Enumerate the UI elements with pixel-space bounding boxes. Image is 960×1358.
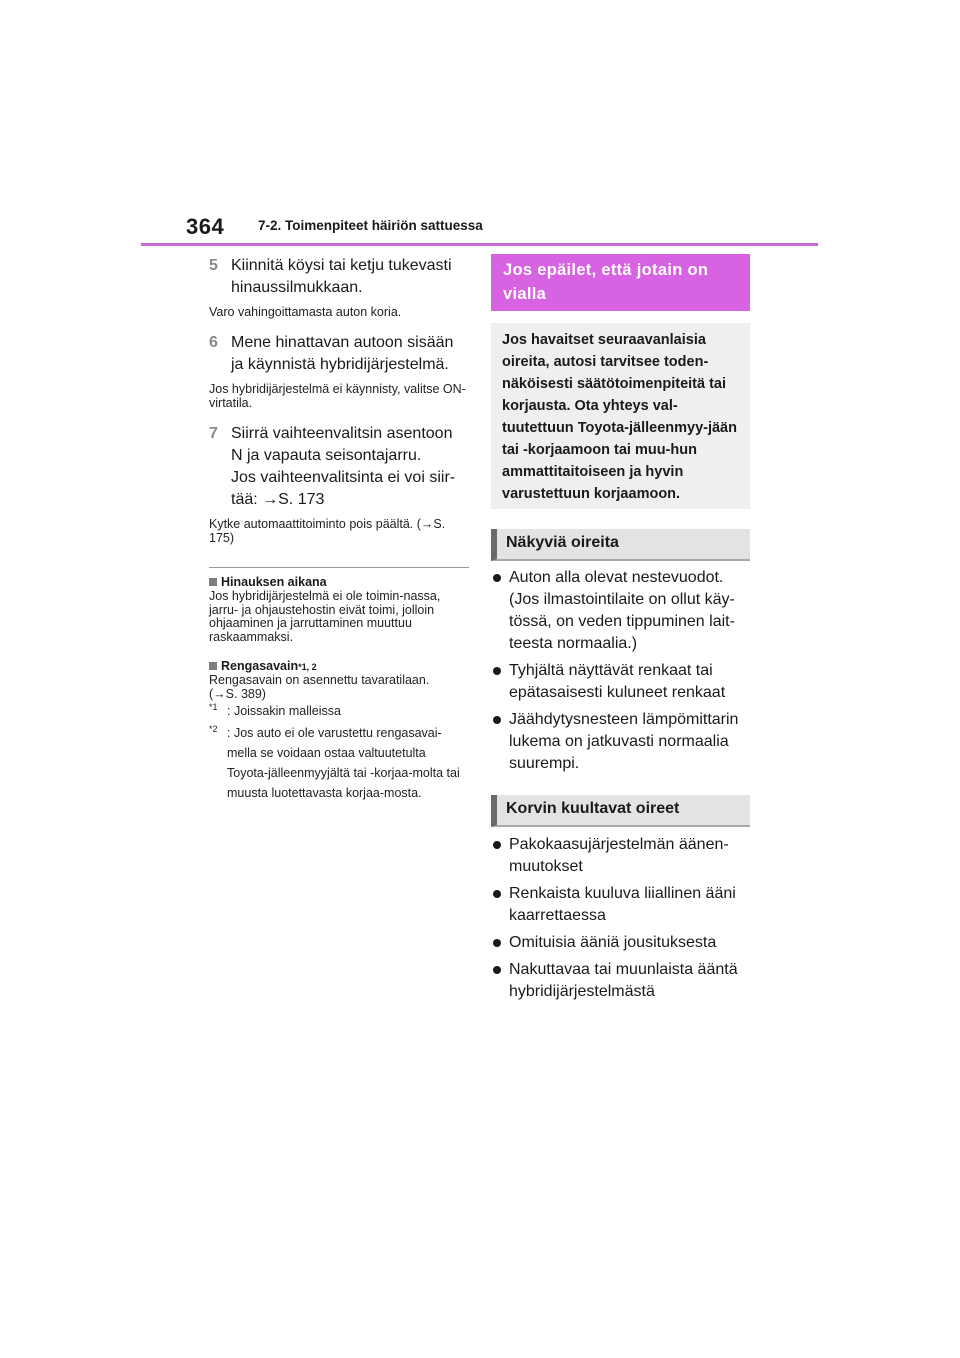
step-7 bbox=[209, 423, 469, 511]
bullet-dot-icon bbox=[491, 834, 509, 878]
step-text-line: Kiinnitä köysi tai ketju tukevasti bbox=[231, 257, 452, 274]
wrench-body: Rengasavain on asennettu tavaratilaan. (→S. 389) bbox=[209, 674, 469, 701]
step-6 bbox=[209, 332, 469, 376]
bullet-dot-icon bbox=[491, 660, 509, 704]
bullet-dot-icon bbox=[491, 709, 509, 775]
bullet-dot-icon bbox=[491, 567, 509, 655]
step-text-line: ja käynnistä hybridijärjestelmä. bbox=[231, 356, 449, 373]
towing-body: Jos hybridijärjestelmä ei ole toimin-nassa, jarru- ja ohjaustehostin eivät toimi, jolloin ohjaaminen ja jarruttaminen muuttuu raskaammaksi. bbox=[209, 589, 441, 644]
page-number: 364 bbox=[186, 214, 225, 239]
step-5 bbox=[209, 255, 469, 299]
intro-box: Jos havaitset seuraavanlaisia oireita, autosi tarvitsee toden-näköisesti säätötoimenpiteitä tai korjausta. Ota yhteys val-tuutettuun Toyota-jälleenmyy-jään tai -korjaamoon tai muu-hun ammattitaitoiseen ja hyvin varustettuun korjaamoon. bbox=[491, 323, 750, 509]
square-bullet-icon bbox=[209, 662, 217, 670]
footnote-1: $^{*1}$ : Joissakin malleissa bbox=[209, 701, 341, 718]
step-note: Kytke automaattitoiminto pois päältä. (→S. 175) bbox=[209, 517, 446, 545]
step-text-line: N ja vapauta seisontajarru. bbox=[231, 447, 422, 464]
list-item: Omituisia ääniä jousituksesta bbox=[491, 932, 751, 954]
list-item: Pakokaasujärjestelmän äänen-muutokset bbox=[491, 834, 751, 878]
list-item: Renkaista kuuluva liiallinen ääni kaarrettaessa bbox=[491, 883, 751, 927]
step-note: Varo vahingoittamasta auton koria. bbox=[209, 305, 402, 319]
step-text-line: Siirrä vaihteenvalitsin asentoon bbox=[231, 425, 453, 442]
towing-heading: Hinauksen aikana bbox=[209, 574, 469, 590]
audible-symptoms-heading: Korvin kuultavat oireet bbox=[491, 795, 750, 827]
step-text-line: Mene hinattavan autoon sisään bbox=[231, 334, 454, 351]
list-item: Auton alla olevat nestevuodot. (Jos ilmastointilaite on ollut käy-tössä, on veden tippuminen lait-teesta normaalia.) bbox=[491, 567, 751, 655]
footnote-2: $^{*2}$ : Jos auto ei ole varustettu rengasavai-mella se voidaan ostaa valtuutetulta Toyota-jälleenmyyjältä tai -korjaa-molta tai muusta luotettavasta korjaa-mosta. bbox=[209, 723, 460, 800]
visible-symptoms-heading: Näkyviä oireita bbox=[491, 529, 750, 561]
bullet-dot-icon bbox=[491, 883, 509, 927]
square-bullet-icon bbox=[209, 578, 217, 586]
step-text-line: hinaussilmukkaan. bbox=[231, 279, 363, 296]
divider bbox=[209, 567, 469, 568]
header-rule bbox=[141, 243, 818, 246]
step-text-line: Jos vaihteenvalitsinta ei voi siir- bbox=[231, 469, 456, 486]
step-number: 7 bbox=[209, 425, 218, 442]
audible-symptoms-list bbox=[491, 834, 751, 1008]
list-item: Jäähdytysnesteen lämpömittarin lukema on jatkuvasti normaalia suurempi. bbox=[491, 709, 751, 775]
bullet-dot-icon bbox=[491, 932, 509, 954]
visible-symptoms-list bbox=[491, 567, 751, 780]
page-reference-link[interactable]: tää: →S. 173 bbox=[231, 491, 325, 508]
page-reference-link[interactable]: (→S. 389) bbox=[209, 686, 266, 701]
section-title: 7-2. Toimenpiteet häiriön sattuessa bbox=[258, 218, 483, 233]
step-number: 5 bbox=[209, 257, 218, 274]
wrench-heading: Rengasavain *1, 2 bbox=[209, 658, 469, 674]
list-item: Nakuttavaa tai muunlaista ääntä hybridijärjestelmästä bbox=[491, 959, 751, 1003]
section-banner: Jos epäilet, että jotain on vialla bbox=[491, 254, 750, 311]
list-item: Tyhjältä näyttävät renkaat tai epätasaisesti kuluneet renkaat bbox=[491, 660, 751, 704]
left-column bbox=[209, 255, 469, 803]
step-number: 6 bbox=[209, 334, 218, 351]
bullet-dot-icon bbox=[491, 959, 509, 1003]
step-note: Jos hybridijärjestelmä ei käynnisty, valitse ON-virtatila. bbox=[209, 382, 466, 410]
